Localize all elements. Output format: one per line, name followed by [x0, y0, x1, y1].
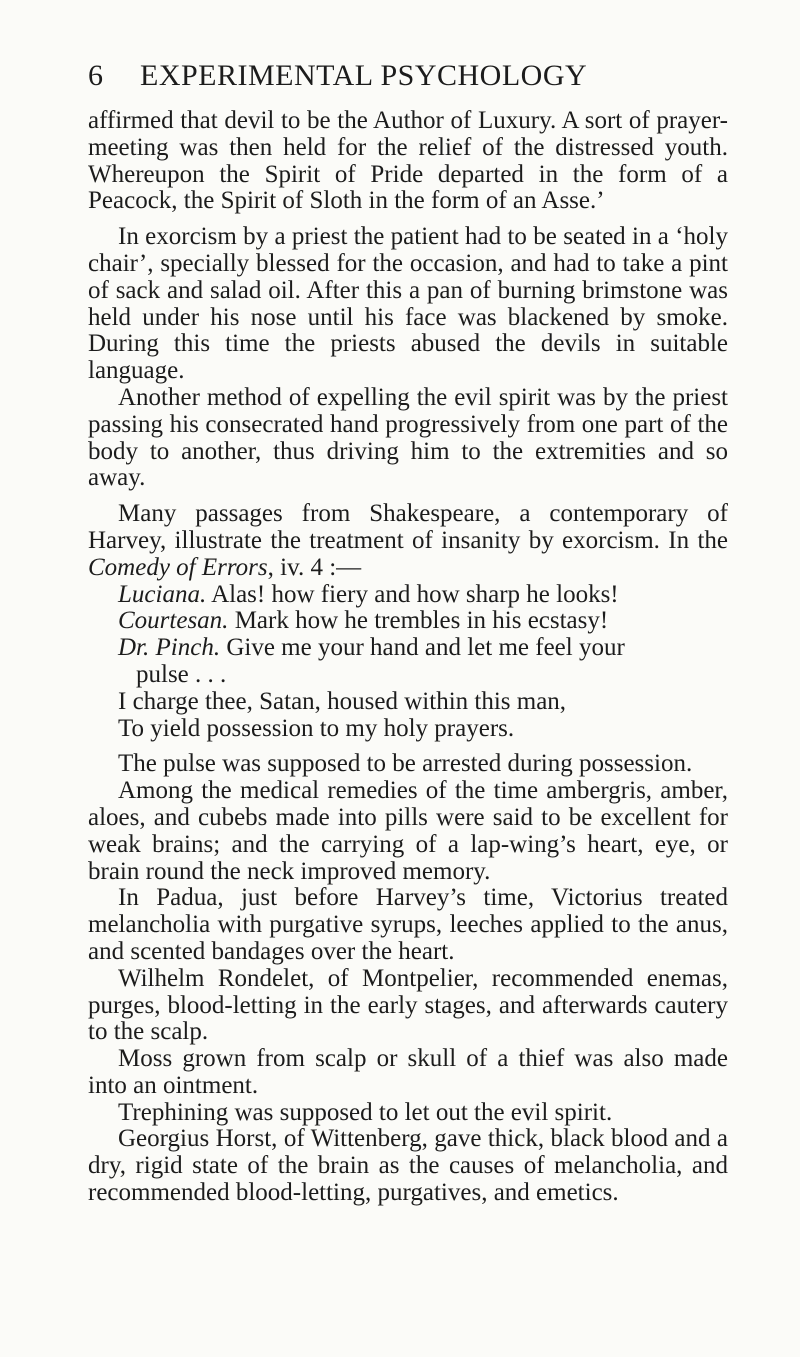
quote-text: Mark how he trembles in his ecstasy! [228, 607, 609, 635]
paragraph-remedies: Among the medical remedies of the time ambergris, amber, aloes, and cubebs made into pills were said to be excellent for weak brains; and the carrying of a lap-wing’s heart, eye, or brain round the neck improved memory. [88, 777, 728, 885]
paragraph-padua: In Padua, just before Harvey’s time, Victorius treated melancholia with purgative syrups, leeches applied to the anus, and scented bandages over the heart. [88, 884, 728, 965]
quote-line [118, 608, 728, 635]
quote-line: To yield possession to my holy prayers. [118, 714, 515, 742]
shakespeare-quotation [88, 582, 728, 743]
play-title: Comedy of Errors [88, 553, 268, 581]
quote-line: I charge thee, Satan, housed within this man, [118, 687, 567, 715]
shakespeare-text-after: , iv. 4 :— [267, 553, 362, 581]
quote-text: Give me your hand and let me feel your [220, 634, 625, 662]
quote-speaker: Dr. Pinch. [118, 634, 221, 662]
quote-text: Alas! how fiery and how sharp he looks! [206, 580, 619, 608]
quote-line [118, 582, 728, 609]
paragraph-pulse: The pulse was supposed to be arrested during possession. [118, 750, 693, 778]
quote-speaker: Courtesan. [118, 607, 229, 635]
paragraph-continued: affirmed that devil to be the Author of Luxury. A sort of prayer-meeting was then held for the relief of the distressed youth. Whereupon the Spirit of Pride departed in the form of a Peacock, the Spirit of Sloth in the form of an Asse.’ [88, 107, 728, 215]
running-header [88, 58, 648, 94]
paragraph-exorcism-chair: In exorcism by a priest the patient had to be seated in a ‘holy chair’, specially blessed for the occasion, and had to take a pint of sack and salad oil. After this a pan of burning brimstone was held under his nose until his face was blackened by smoke. During this time the priests abused the devils in suitable language. [88, 223, 728, 385]
paragraph-moss: Moss grown from scalp or skull of a thief was also made into an ointment. [88, 1045, 728, 1099]
page-number: 6 [88, 59, 104, 92]
paragraph-expelling-method: Another method of expelling the evil spirit was by the priest passing his consecrated hand progressively from one part of the body to another, thus driving him to the extremities and so away. [88, 383, 728, 492]
shakespeare-text-before: Many passages from Shakespeare, a contemporary of Harvey, illustrate the treatment of insanity by exorcism. In the [88, 500, 728, 554]
paragraph-horst: Georgius Horst, of Wittenberg, gave thick, black blood and a dry, rigid state of the brain as the causes of melancholia, and recommended blood-letting, purgatives, and emetics. [88, 1125, 728, 1207]
page-body [88, 108, 728, 1207]
quote-line-continuation: pulse . . . [136, 660, 227, 688]
paragraph-trephining: Trephining was supposed to let out the evil spirit. [118, 1098, 613, 1126]
paragraph-rondelet: Wilhelm Rondelet, of Montpelier, recommended enemas, purges, blood-letting in the early stages, and afterwards cautery to the scalp. [88, 964, 728, 1046]
quote-speaker: Luciana. [118, 580, 207, 608]
paragraph-shakespeare [88, 501, 728, 581]
quote-line [118, 635, 728, 662]
running-title: EXPERIMENTAL PSYCHOLOGY [140, 59, 588, 92]
